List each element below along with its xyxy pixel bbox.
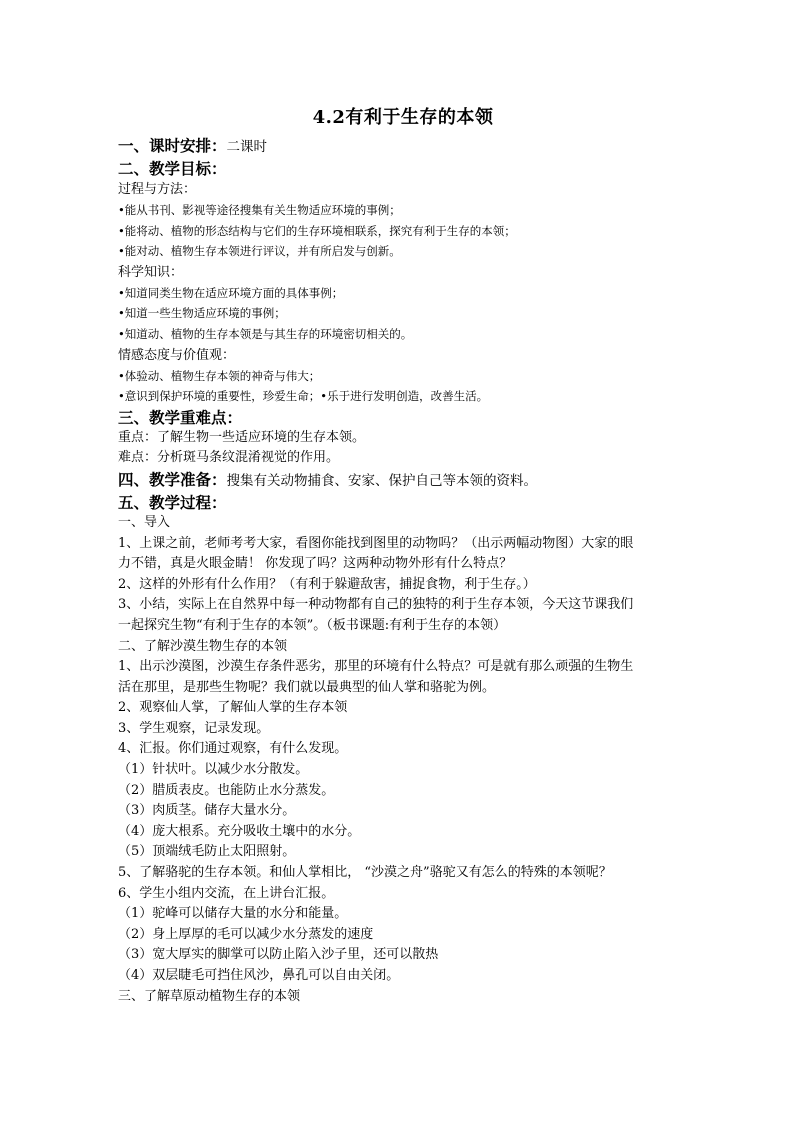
process-lines <box>118 513 688 1007</box>
section-schedule <box>118 135 688 158</box>
goal-item: •知道一些生物适应环境的事例； <box>118 306 286 321</box>
goal-item: •能对动、植物生存本领进行评议，并有所启发与创新。 <box>118 244 401 259</box>
process-line: 1、上课之前，老师考考大家，看图你能找到图里的动物吗？（出示两幅动物图）大家的眼 <box>118 535 634 551</box>
goal-item: •体验动、植物生存本领的神奇与伟大； <box>118 368 321 383</box>
section-goals-heading: 二、教学目标： <box>118 159 227 178</box>
keypoint-hard: 难点：分析斑马条纹混淆视觉的作用。 <box>118 450 340 466</box>
section-process-heading: 五、教学过程： <box>118 492 227 512</box>
section-preparation <box>118 469 688 492</box>
process-line: 5、了解骆驼的生存本领。和仙人掌相比， “沙漠之舟”骆驼又有怎么的特殊的本领呢？ <box>118 865 612 881</box>
section-keypoints-heading: 三、教学重难点： <box>118 407 243 427</box>
process-line: （4）双层睫毛可挡住风沙，鼻孔可以自由关闭。 <box>118 968 400 983</box>
section-preparation-value: 搜集有关动物捕食、安家、保护自己等本领的资料。 <box>226 472 538 489</box>
section-schedule-value: 二课时 <box>226 139 268 155</box>
goal-item: •能将动、植物的形态结构与它们的生存环境相联系，探究有利于生存的本领； <box>118 223 516 238</box>
process-line: （2）腊质表皮。也能防止水分蒸发。 <box>118 782 335 798</box>
goal-group-knowledge-label: 科学知识： <box>118 264 184 280</box>
section-schedule-heading: 一、课时安排： <box>118 136 227 155</box>
process-line: （2）身上厚厚的毛可以减少水分蒸发的速度 <box>118 926 374 942</box>
process-line: （5）顶端绒毛防止太阳照射。 <box>118 844 296 860</box>
process-line: 1、出示沙漠图，沙漠生存条件恶劣，那里的环境有什么特点？可是就有那么顽强的生物生 <box>118 659 634 675</box>
process-line: 一起探究生物“有利于生存的本领”。（板书课题:有利于生存的本领） <box>118 617 507 633</box>
process-line: （1）驼峰可以储存大量的水分和能量。 <box>118 906 348 922</box>
goal-group-process-label: 过程与方法： <box>118 182 197 197</box>
goal-item: •知道动、植物的生存本领是与其生存的环境密切相关的。 <box>118 326 413 341</box>
goal-item: •知道同类生物在适应环境方面的具体事例； <box>118 285 344 300</box>
process-line: 6、学生小组内交流，在上讲台汇报。 <box>118 885 335 901</box>
process-line: 一、导入 <box>118 514 171 530</box>
keypoint-key: 重点：了解生物一些适应环境的生存本领。 <box>118 429 366 445</box>
goal-group-attitude-label: 情感态度与价值观： <box>118 347 236 363</box>
goal-item: •意识到保护环境的重要性，珍爱生命；•乐于进行发明创造，改善生活。 <box>118 389 489 404</box>
process-line: 三、了解草原动植物生存的本领 <box>118 988 301 1004</box>
process-line: （3）宽大厚实的脚掌可以防止陷入沙子里，还可以散热 <box>118 947 439 963</box>
document-body <box>118 103 688 1007</box>
process-line: （4）庞大根系。充分吸收土壤中的水分。 <box>118 823 361 839</box>
process-line: （1）针状叶。以减少水分散发。 <box>118 762 309 778</box>
process-line: 2、观察仙人掌，了解仙人掌的生存本领 <box>118 700 348 716</box>
process-line: 力不错，真是火眼金睛！ 你发现了吗？这两种动物外形有什么特点？ <box>118 556 513 572</box>
process-line: 2、这样的外形有什么作用？（有利于躲避敌害，捕捉食物，利于生存。） <box>118 576 536 592</box>
process-line: 活在那里，是那些生物呢？我们就以最典型的仙人掌和骆驼为例。 <box>118 679 496 695</box>
process-line: （3）肉质茎。储存大量水分。 <box>118 803 296 819</box>
process-line: 4、汇报。你们通过观察，有什么发现。 <box>118 741 348 757</box>
document-title: 4.2有利于生存的本领 <box>312 107 494 128</box>
process-line: 3、学生观察，记录发现。 <box>118 720 270 736</box>
section-preparation-heading: 四、教学准备： <box>118 469 227 489</box>
process-line: 二、了解沙漠生物生存的本领 <box>118 638 288 654</box>
process-line: 3、小结，实际上在自然界中每一种动物都有自己的独特的利于生存本领，今天这节课我们 <box>118 597 634 613</box>
goal-item: •能从书刊、影视等途径搜集有关生物适应环境的事例； <box>118 203 401 217</box>
